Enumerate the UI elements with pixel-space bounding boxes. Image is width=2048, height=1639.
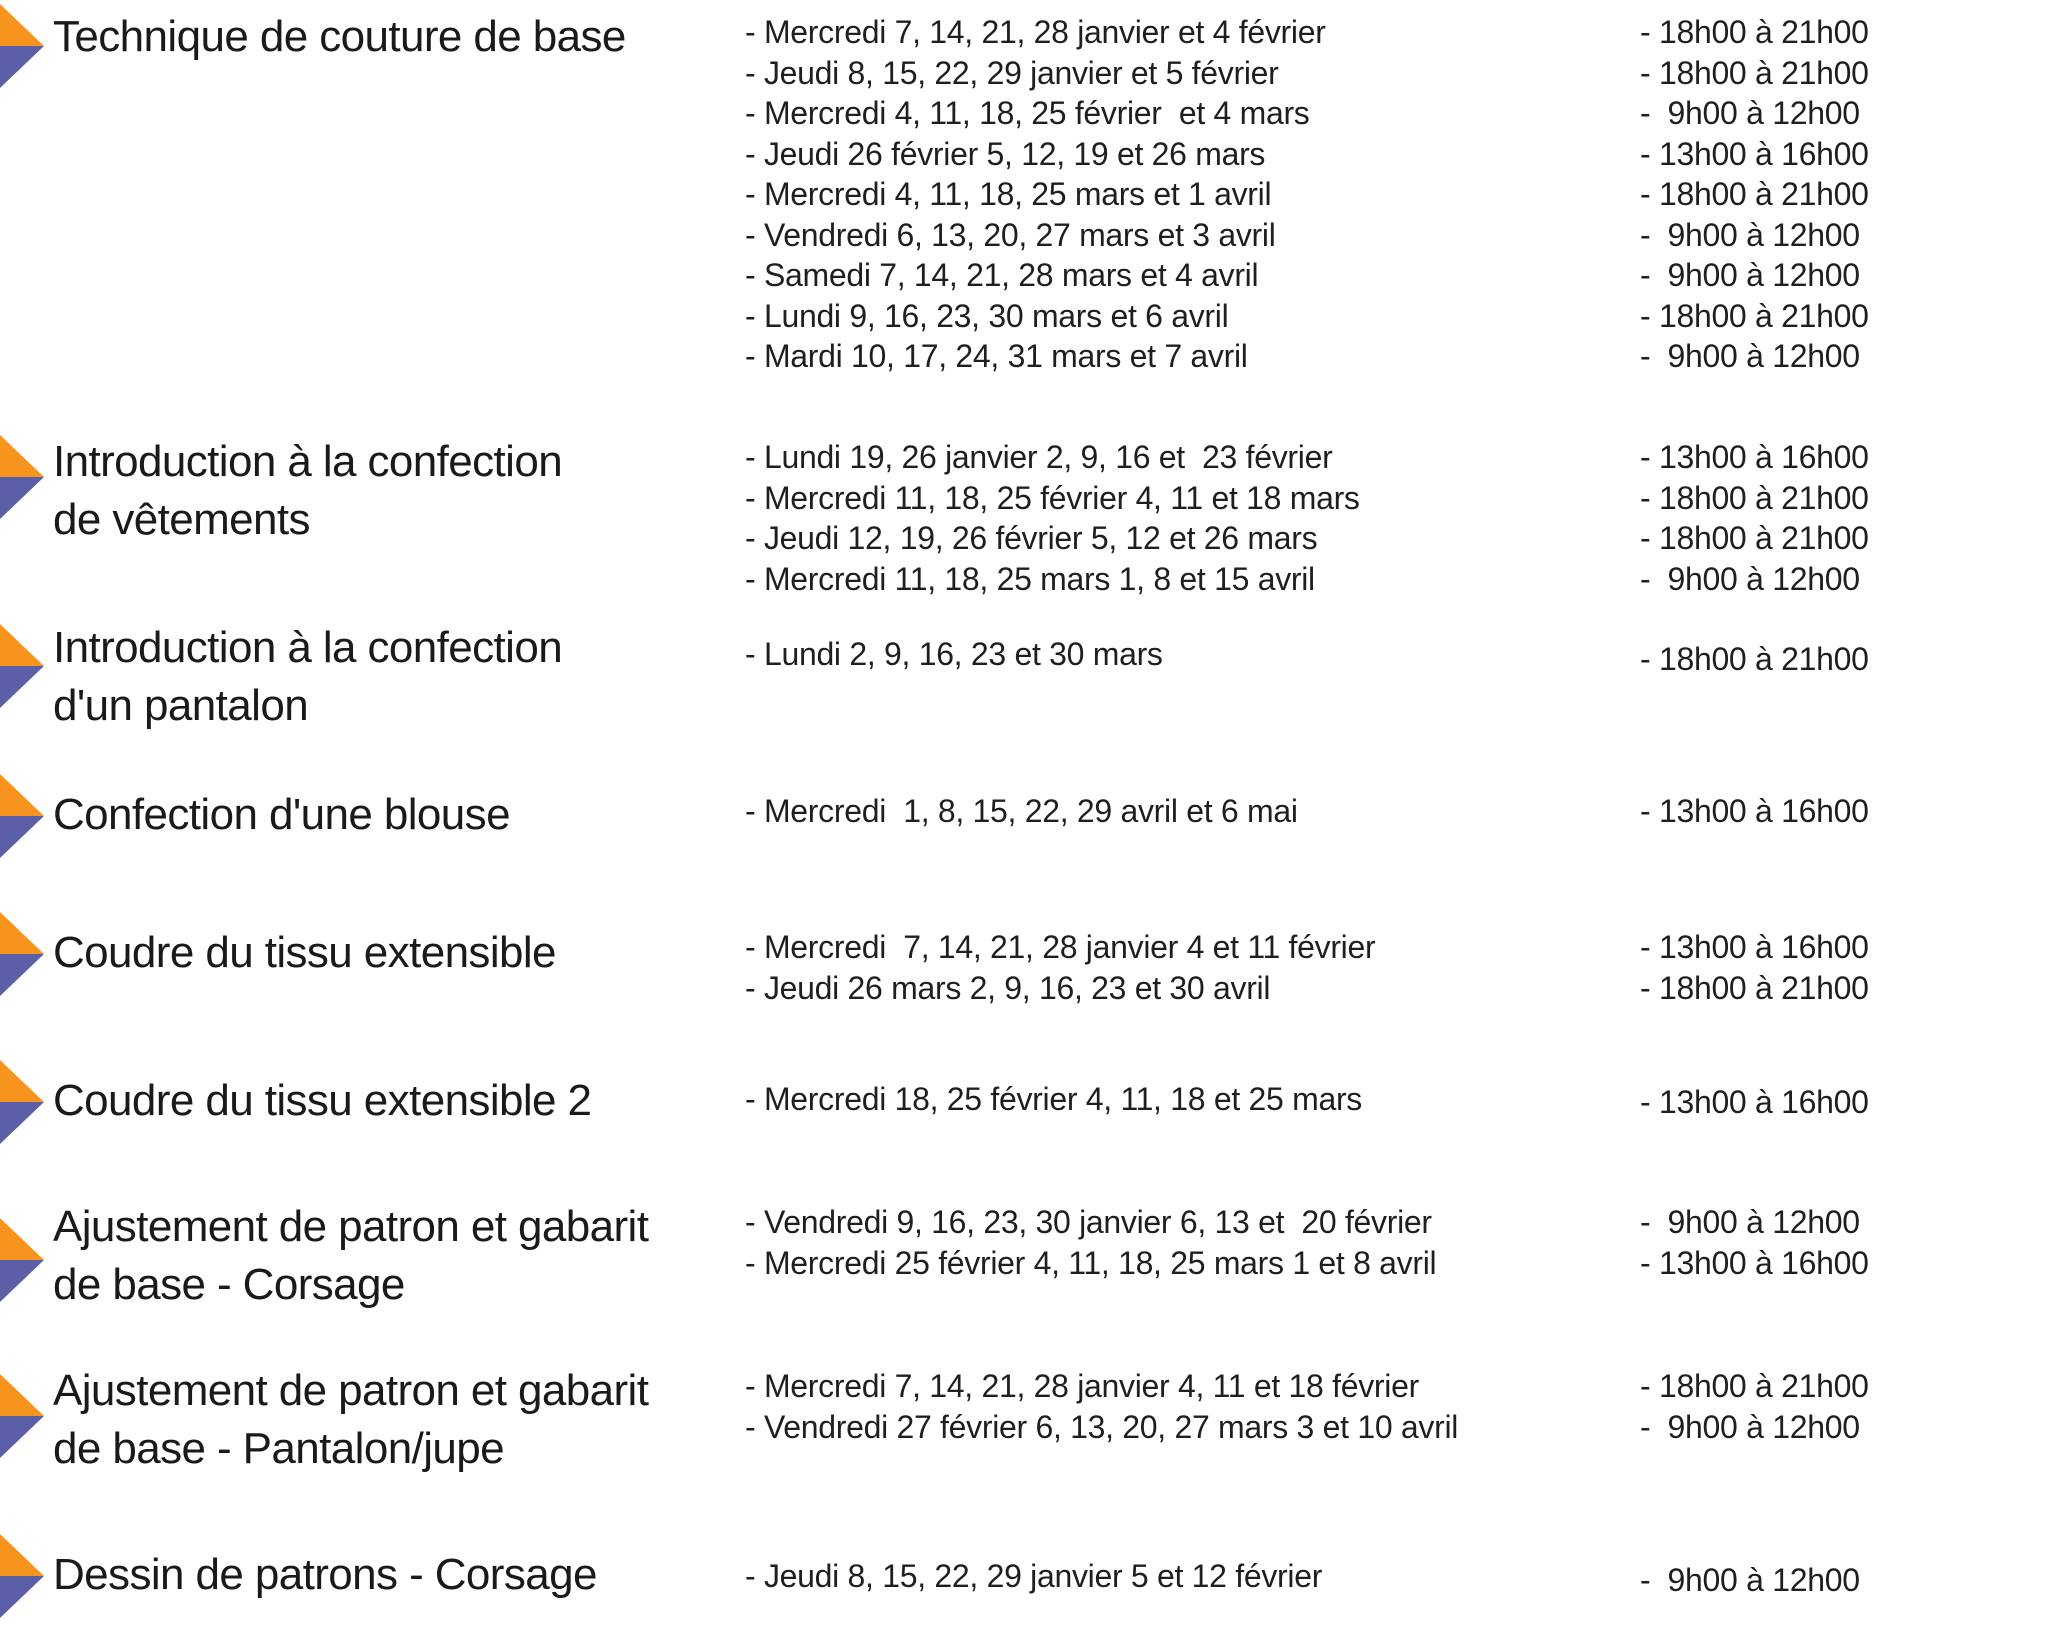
course-dates: [745, 634, 1525, 675]
course-title: Dessin de patrons - Corsage: [53, 1550, 597, 1599]
time-line: - 18h00 à 21h00: [1640, 54, 1869, 91]
course-dates: [745, 1202, 1525, 1283]
date-line: - Mercredi 18, 25 février 4, 11, 18 et 25 mars: [745, 1081, 1362, 1117]
time-line: - 18h00 à 21h00: [1640, 14, 1869, 50]
date-line: - Jeudi 8, 15, 22, 29 janvier 5 et 12 février: [745, 1558, 1323, 1594]
triangle-marker-icon: [0, 774, 44, 858]
date-line: - Jeudi 26 mars 2, 9, 16, 23 et 30 avril: [745, 969, 1271, 1006]
date-line: - Vendredi 27 février 6, 13, 20, 27 mars 3 et 10 avril: [745, 1408, 1459, 1445]
course-times: [1640, 437, 1940, 599]
date-line: - Mercredi 4, 11, 18, 25 février et 4 mars: [745, 95, 1310, 131]
date-line: - Mardi 10, 17, 24, 31 mars et 7 avril: [745, 338, 1248, 374]
date-line: - Mercredi 4, 11, 18, 25 mars et 1 avril: [745, 176, 1272, 212]
date-line: - Lundi 2, 9, 16, 23 et 30 mars: [745, 636, 1163, 672]
course-title: Coudre du tissu extensible: [53, 928, 556, 977]
course-dates: [745, 12, 1525, 377]
date-line: - Lundi 9, 16, 23, 30 mars et 6 avril: [745, 297, 1229, 334]
triangle-marker-icon: [0, 624, 44, 708]
date-line: - Jeudi 26 février 5, 12, 19 et 26 mars: [745, 135, 1266, 172]
time-line: - 9h00 à 12h00: [1640, 257, 1860, 293]
time-line: - 13h00 à 16h00: [1640, 793, 1869, 829]
time-line: - 13h00 à 16h00: [1640, 929, 1869, 965]
time-line: - 9h00 à 12h00: [1640, 560, 1860, 597]
course-times: [1640, 927, 1940, 1008]
course-dates: [745, 1556, 1525, 1597]
course-title: Introduction à la confection d'un pantalon: [53, 623, 563, 730]
time-line: - 13h00 à 16h00: [1640, 1084, 1869, 1120]
time-line: - 18h00 à 21h00: [1640, 969, 1869, 1006]
course-dates: [745, 1079, 1525, 1120]
time-line: - 18h00 à 21h00: [1640, 176, 1869, 212]
triangle-marker-icon: [0, 4, 44, 88]
time-line: - 18h00 à 21h00: [1640, 1368, 1869, 1404]
time-line: - 9h00 à 12h00: [1640, 338, 1860, 374]
date-line: - Mercredi 11, 18, 25 février 4, 11 et 18 mars: [745, 479, 1360, 516]
time-line: - 9h00 à 12h00: [1640, 216, 1860, 253]
time-line: - 18h00 à 21h00: [1640, 479, 1869, 516]
triangle-marker-icon: [0, 1374, 44, 1458]
triangle-marker-icon: [0, 1534, 44, 1618]
course-dates: [745, 791, 1525, 832]
course-title: Introduction à la confection de vêtements: [53, 437, 563, 544]
time-line: - 9h00 à 12h00: [1640, 1562, 1860, 1598]
triangle-marker-icon: [0, 912, 44, 996]
course-times: [1640, 1202, 1940, 1283]
course-dates: [745, 437, 1525, 599]
course-times: [1640, 12, 1940, 377]
course-times: [1640, 639, 1940, 680]
time-line: - 13h00 à 16h00: [1640, 439, 1869, 475]
course-times: [1640, 1366, 1940, 1447]
course-title: Ajustement de patron et gabarit de base - Corsage: [53, 1202, 649, 1309]
time-line: - 9h00 à 12h00: [1640, 1204, 1860, 1240]
date-line: - Vendredi 6, 13, 20, 27 mars et 3 avril: [745, 216, 1276, 253]
date-line: - Mercredi 7, 14, 21, 28 janvier 4 et 11 février: [745, 929, 1376, 965]
date-line: - Mercredi 7, 14, 21, 28 janvier et 4 février: [745, 14, 1326, 50]
triangle-marker-icon: [0, 435, 44, 519]
time-line: - 18h00 à 21h00: [1640, 297, 1869, 334]
time-line: - 9h00 à 12h00: [1640, 1408, 1860, 1445]
course-title: Technique de couture de base: [53, 12, 626, 61]
triangle-marker-icon: [0, 1060, 44, 1144]
course-dates: [745, 1366, 1525, 1447]
triangle-marker-icon: [0, 1218, 44, 1302]
date-line: - Mercredi 7, 14, 21, 28 janvier 4, 11 et 18 février: [745, 1368, 1419, 1404]
date-line: - Jeudi 12, 19, 26 février 5, 12 et 26 mars: [745, 520, 1318, 556]
time-line: - 18h00 à 21h00: [1640, 641, 1869, 677]
date-line: - Vendredi 9, 16, 23, 30 janvier 6, 13 et 20 février: [745, 1204, 1432, 1240]
date-line: - Jeudi 8, 15, 22, 29 janvier et 5 février: [745, 54, 1279, 91]
course-times: [1640, 791, 1940, 832]
date-line: - Mercredi 25 février 4, 11, 18, 25 mars 1 et 8 avril: [745, 1244, 1437, 1281]
course-title: Confection d'une blouse: [53, 790, 510, 839]
course-times: [1640, 1082, 1940, 1123]
date-line: - Samedi 7, 14, 21, 28 mars et 4 avril: [745, 257, 1259, 293]
time-line: - 13h00 à 16h00: [1640, 135, 1869, 172]
course-dates: [745, 927, 1525, 1008]
time-line: - 9h00 à 12h00: [1640, 95, 1860, 131]
date-line: - Mercredi 11, 18, 25 mars 1, 8 et 15 avril: [745, 560, 1315, 597]
time-line: - 13h00 à 16h00: [1640, 1244, 1869, 1281]
time-line: - 18h00 à 21h00: [1640, 520, 1869, 556]
course-times: [1640, 1560, 1940, 1601]
course-title: Ajustement de patron et gabarit de base - Pantalon/jupe: [53, 1366, 649, 1473]
course-title: Coudre du tissu extensible 2: [53, 1076, 592, 1125]
date-line: - Mercredi 1, 8, 15, 22, 29 avril et 6 mai: [745, 793, 1298, 829]
date-line: - Lundi 19, 26 janvier 2, 9, 16 et 23 février: [745, 439, 1333, 475]
